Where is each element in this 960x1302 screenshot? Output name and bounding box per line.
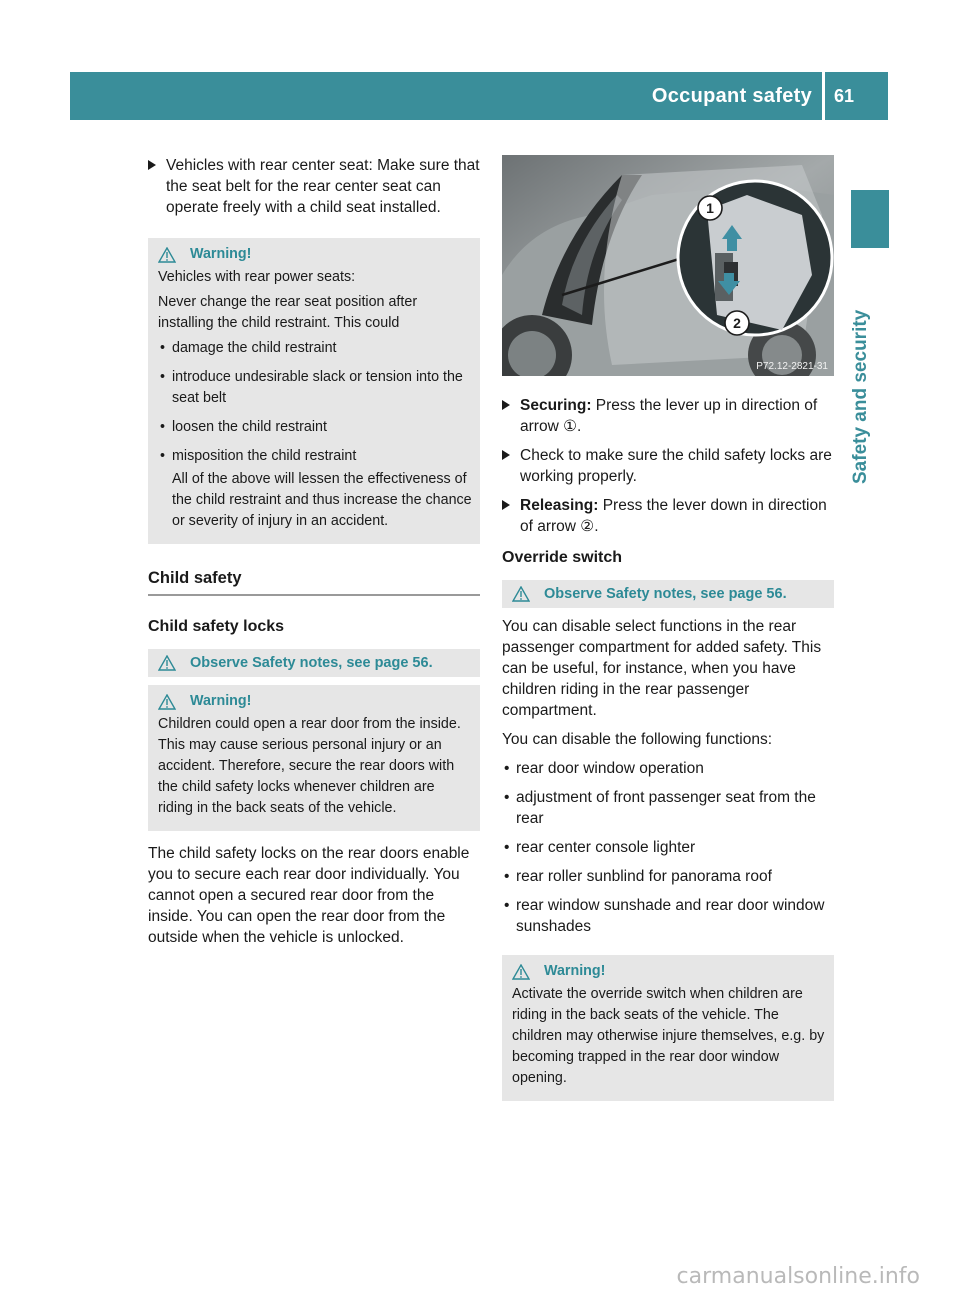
- notice-text: Observe Safety notes, see page 56.: [190, 654, 433, 671]
- step-text: Check to make sure the child safety locks are working properly.: [520, 447, 832, 485]
- warning-box: [148, 238, 480, 544]
- body-paragraph: You can disable select functions in the rear passenger compartment for added safety. This can be useful, for instance, when you have children riding in the rear passenger compartment.: [502, 618, 822, 719]
- bullet-marker: •: [504, 897, 510, 914]
- list-item: [502, 837, 834, 858]
- warning-header: [158, 244, 472, 265]
- warning-text: Children could open a rear door from the inside. This may cause serious personal injury or an accident. Therefore, secure the rear doors with the child safety locks whenever children are riding in the back seats of the vehicle.: [158, 716, 461, 816]
- list-item: [502, 895, 834, 937]
- warning-text: All of the above will lessen the effectiveness of the child restraint and thus increase the chance or severity of injury in an accident.: [172, 471, 472, 529]
- child-lock-illustration: [502, 155, 834, 376]
- page-title: Occupant safety: [651, 85, 812, 107]
- bullet-marker: •: [504, 839, 510, 856]
- warning-triangle-icon: [158, 247, 176, 263]
- callout-1-label: 1: [706, 200, 714, 216]
- section-heading: Child safety: [148, 568, 480, 596]
- chapter-tab-marker: [851, 190, 889, 248]
- notice-bar: [148, 649, 480, 677]
- callout-2-label: 2: [733, 315, 741, 331]
- bullet-marker: •: [160, 369, 166, 385]
- subsection-heading: Override switch: [502, 549, 623, 566]
- list-item: [158, 417, 472, 438]
- list-item-text: rear roller sunblind for panorama roof: [516, 868, 772, 885]
- warning-title: Warning!: [190, 693, 252, 709]
- watermark: carmanualsonline.info: [676, 1264, 920, 1289]
- warning-triangle-icon: [512, 586, 530, 602]
- warning-header: [512, 961, 826, 982]
- warning-text: Never change the rear seat position after installing the child restraint. This could: [158, 294, 418, 331]
- list-item: [158, 367, 472, 409]
- bullet-marker: •: [160, 419, 166, 435]
- instruction-step: [148, 155, 480, 218]
- warning-triangle-icon: [512, 964, 530, 980]
- bullet-marker: •: [504, 789, 510, 806]
- page-number: 61: [834, 86, 855, 106]
- bullet-marker: •: [160, 448, 166, 464]
- warning-text: Activate the override switch when children are riding in the back seats of the vehicle. The children may otherwise injure themselves, e.g. by becoming trapped in the rear door window opening.: [512, 986, 825, 1086]
- body-paragraph: You can disable the following functions:: [502, 731, 773, 748]
- list-item: [502, 758, 834, 779]
- warning-box: [148, 685, 480, 831]
- warning-title: Warning!: [544, 963, 606, 979]
- list-item: [502, 787, 834, 829]
- subsection-heading: Child safety locks: [148, 618, 285, 635]
- warning-triangle-icon: [158, 655, 176, 671]
- step-arrow-icon: [502, 500, 510, 510]
- figure-code: P72.12-2821-31: [756, 361, 828, 372]
- list-item: [158, 446, 472, 467]
- chapter-side-label-text: Safety and security: [850, 309, 871, 484]
- list-item-text: loosen the child restraint: [172, 419, 327, 435]
- step-text: Press the lever down in direction of arrow ②.: [520, 497, 827, 535]
- right-column: [502, 395, 834, 1101]
- list-item-text: misposition the child restraint: [172, 448, 357, 464]
- list-item: [158, 338, 472, 359]
- list-item: [502, 866, 834, 887]
- step-text: Vehicles with rear center seat: Make sure that the seat belt for the rear center seat can operate freely with a child seat installed.: [166, 157, 480, 216]
- step-label: Securing:: [520, 397, 592, 414]
- step-arrow-icon: [502, 450, 510, 460]
- warning-text: Vehicles with rear power seats:: [158, 269, 356, 285]
- step-arrow-icon: [148, 160, 156, 170]
- warning-title: Warning!: [190, 246, 252, 262]
- list-item-text: rear window sunshade and rear door window sunshades: [516, 897, 825, 935]
- step-text: Press the lever up in direction of arrow ①.: [520, 397, 818, 435]
- notice-text: Observe Safety notes, see page 56.: [544, 585, 787, 602]
- notice-bar: [502, 580, 834, 608]
- instruction-step: [502, 445, 834, 487]
- step-arrow-icon: [502, 400, 510, 410]
- body-paragraph: The child safety locks on the rear doors enable you to secure each rear door individually. You cannot open a secured rear door from the inside. You can open the rear door from the outside when the vehicle is unlocked.: [148, 845, 470, 946]
- instruction-step: [502, 395, 834, 437]
- bullet-marker: •: [504, 760, 510, 777]
- header-divider: [822, 72, 825, 120]
- chapter-side-label: [850, 309, 871, 484]
- list-item-text: damage the child restraint: [172, 340, 337, 356]
- list-item-text: introduce undesirable slack or tension into the seat belt: [172, 369, 463, 406]
- warning-triangle-icon: [158, 694, 176, 710]
- list-item-text: rear door window operation: [516, 760, 704, 777]
- bullet-marker: •: [504, 868, 510, 885]
- instruction-step: [502, 495, 834, 537]
- warning-box: [502, 955, 834, 1101]
- list-item-text: rear center console lighter: [516, 839, 696, 856]
- car-door-image: [502, 155, 834, 376]
- page-header: [70, 72, 888, 120]
- bullet-marker: •: [160, 340, 166, 356]
- step-label: Releasing:: [520, 497, 599, 514]
- list-item-text: adjustment of front passenger seat from the rear: [516, 789, 816, 827]
- left-column: [148, 155, 480, 956]
- warning-header: [158, 691, 472, 712]
